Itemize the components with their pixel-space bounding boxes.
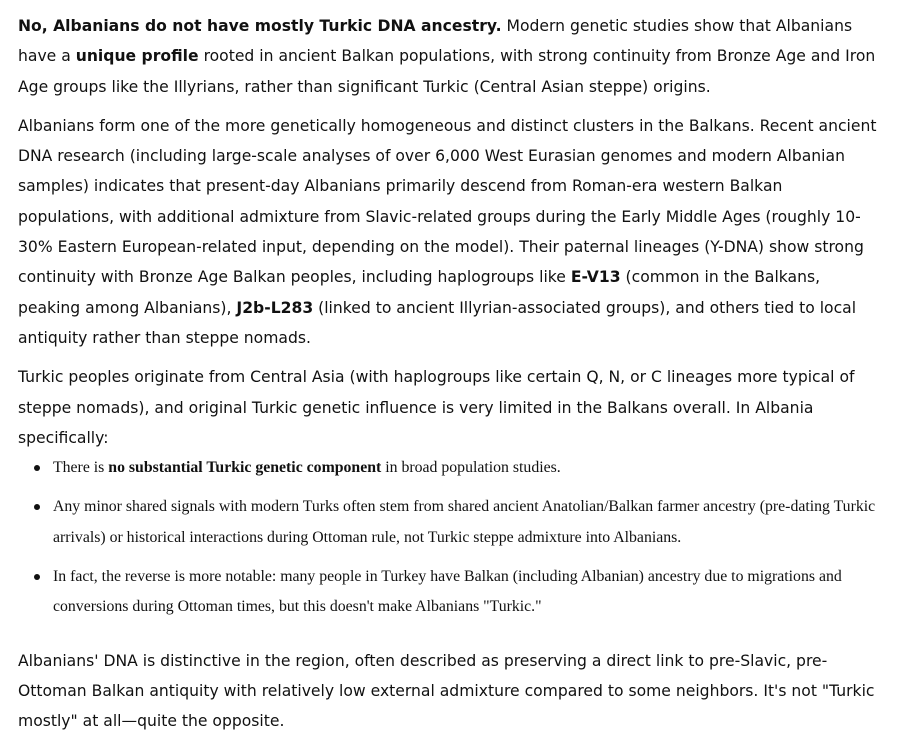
intro-text-b: rooted in ancient Balkan populations, with strong continuity from Bronze Age and Iron Age groups like the Illyrians, rather than significant Turkic (Central Asian steppe) origins. [18,47,876,96]
intro-lead-bold: No, Albanians do not have mostly Turkic DNA ancestry. [18,17,502,35]
conclusion-paragraph: Albanians' DNA is distinctive in the region, often described as preserving a direct link to pre-Slavic, pre-Ottoman Balkan antiquity with relatively low external admixture compared to some neighbors. It's not "Turkic mostly" at all—quite the opposite. [18,651,875,731]
genetics-text-a: Albanians form one of the more genetically homogeneous and distinct clusters in the Balkans. Recent ancient DNA research (including large-scale analyses of over 6,000 West Eurasian genomes and modern Albanian samples) indicates that present-day Albanians primarily descend from Roman-era western Balkan populations, with additional admixture from Slavic-related groups during the Early Middle Ages (roughly 10-30% Eastern European-related input, depending on the model). Their paternal lineages (Y-DNA) show strong continuity with Bronze Age Balkan peoples, including haplogroups like [18,116,877,287]
list-item: In fact, the reverse is more notable: many people in Turkey have Balkan (including Albanian) ancestry due to migrations and conversions during Ottoman times, but this doesn't make Albanians "Turkic." [53,562,878,623]
genetics-text-c: (linked to ancient Illyrian-associated groups), and others tied to local antiquity rather than steppe nomads. [18,298,857,347]
haplogroup-j2b-bold: J2b-L283 [236,298,314,317]
list-item [53,453,878,483]
bullet-1-text-a: There is [53,459,109,477]
unique-profile-bold: unique profile [75,47,199,66]
genetics-paragraph [18,111,878,353]
turkic-paragraph: Turkic peoples originate from Central Asia (with haplogroups like certain Q, N, or C lineages more typical of steppe nomads), and original Turkic genetic influence is very limited in the Balkans overall. In Albania specifically: [18,368,855,447]
intro-text-a: Modern genetic studies show that Albanians have a [18,17,853,66]
list-item: Any minor shared signals with modern Turks often stem from shared ancient Anatolian/Balkan farmer ancestry (pre-dating Turkic arrivals) or historical interactions during Ottoman rule, not Turkic steppe admixture into Albanians. [53,492,878,553]
genetics-text-b: (common in the Balkans, peaking among Albanians), [18,268,821,317]
bullet-1-bold: no substantial Turkic genetic component [108,459,382,477]
intro-paragraph [18,11,878,102]
response-body [18,11,878,737]
haplogroup-ev13-bold: E-V13 [570,268,621,287]
bullet-1-text-b: in broad population studies. [381,459,561,477]
bullet-list [18,453,878,622]
